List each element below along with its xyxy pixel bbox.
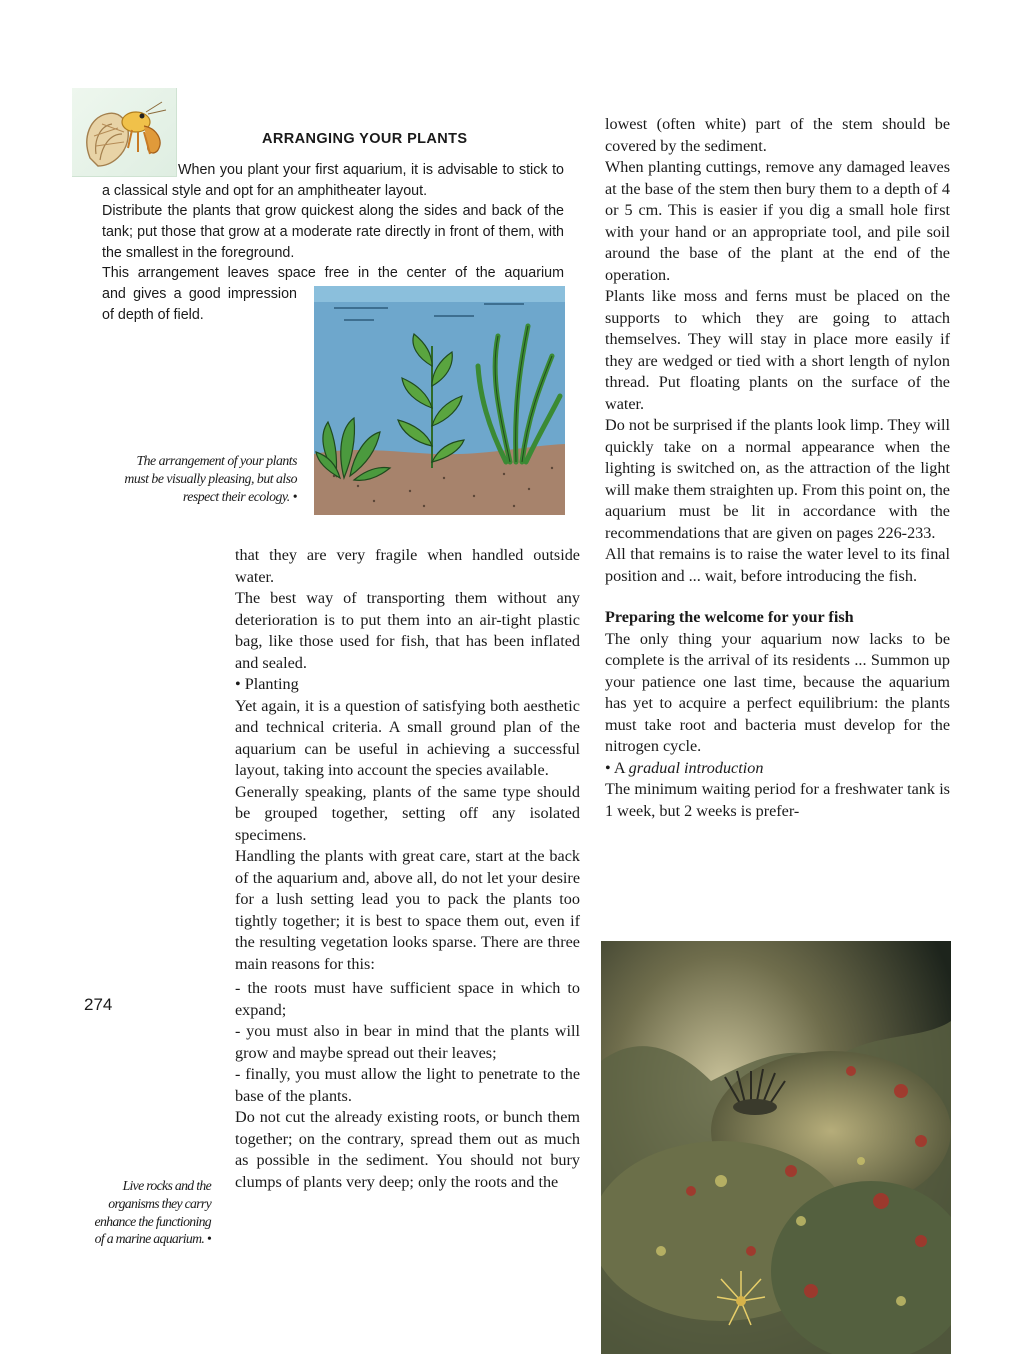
list-item: - finally, you must allow the light to penetrate to the base of the plants. xyxy=(235,1065,580,1105)
paragraph: that they are very fragile when handled outside water. xyxy=(235,546,580,586)
paragraph: The minimum waiting period for a freshwater tank is 1 week, but 2 weeks is prefer- xyxy=(605,780,950,820)
paragraph: Do not cut the already existing roots, or bunch them together; on the contrary, spread them out as much as possible in the sediment. You should not bury clumps of plants very deep; only the roots and the xyxy=(235,1108,580,1191)
paragraph: Generally speaking, plants of the same type should be grouped together, setting off any isolated specimens. xyxy=(235,782,580,844)
paragraph: All that remains is to raise the water level to its final position and ... wait, before introducing the fish. xyxy=(605,545,950,585)
subheading-planting: • Planting xyxy=(235,675,299,693)
section-title: ARRANGING YOUR PLANTS xyxy=(262,131,468,147)
paragraph: Plants like moss and ferns must be placed on the supports to which they are going to attach themselves. They will stay in place more easily if they are wedged or tied with a short length of nylon thread. Put floating plants on the surface of the water. xyxy=(605,287,950,413)
bullet-prefix: • A xyxy=(605,758,625,777)
list-item: - you must also in bear in mind that the plants will grow and maybe spread out their leaves; xyxy=(235,1022,580,1062)
figure-caption-plants: The arrangement of your plants must be visually pleasing, but also respect their ecology. • xyxy=(124,453,297,504)
aquarium-plants-illustration xyxy=(314,286,565,515)
paragraph: When planting cuttings, remove any damaged leaves at the base of the stem then bury them to a depth of 4 or 5 cm. This is easier if you dig a small hole first with your hand or an appropriate tool, and pile soil around the base of the plant at the end of the operation. xyxy=(605,158,950,284)
intro-paragraph-2: Distribute the plants that grow quickest along the sides and back of the tank; put those that grow at a moderate rate directly in front of them, with the smallest in the foreground. xyxy=(102,203,564,261)
bullet-italic: gradual introduction xyxy=(628,758,764,777)
paragraph: Handling the plants with great care, start at the back of the aquarium and, above all, do not let your desire for a lush setting lead you to pack the plants too tightly together; it is best to space them out, even if the resulting vegetation looks sparse. There are three main reasons for this: xyxy=(235,847,580,973)
paragraph: The best way of transporting them without any deterioration is to put them into an air-tight plastic bag, like those used for fish, that has been inflated and sealed. xyxy=(235,589,580,672)
middle-column xyxy=(235,545,580,1193)
paragraph: Yet again, it is a question of satisfying both aesthetic and technical criteria. A small ground plan of the aquarium can be useful in achieving a successful layout, taking into account the species available. xyxy=(235,696,580,779)
bullet-gradual-introduction xyxy=(605,758,950,780)
intro-paragraph-3: This arrangement leaves space free in the center of the aquarium xyxy=(102,265,564,281)
figure-caption-rocks: Live rocks and the organisms they carry enhance the functioning of a marine aquarium. • xyxy=(94,1178,211,1247)
paragraph: The only thing your aquarium now lacks to be complete is the arrival of its residents ... Summon up your patience one last time, because the aquarium has yet to acquire a perfect equilibrium: the plants must take root and bacteria must develop for the nitrogen cycle. xyxy=(605,629,950,755)
paragraph: lowest (often white) part of the stem should be covered by the sediment. xyxy=(605,115,950,155)
paragraph: Do not be surprised if the plants look limp. They will quickly take on a normal appearance when the lighting is switched on, as the attraction of the light will make them straighten up. From this point on, the aquarium must be lit in accordance with the recommendations that are given on pages 226-233. xyxy=(605,416,950,542)
subheading-welcome: Preparing the welcome for your fish xyxy=(605,608,854,626)
intro-paragraph-1: When you plant your first aquarium, it is advisable to stick to a classical style and opt for an amphitheater layout. xyxy=(102,162,564,199)
list-item: - the roots must have sufficient space in which to expand; xyxy=(235,979,580,1019)
page-number: 274 xyxy=(84,995,113,1014)
right-column xyxy=(605,114,950,822)
live-rock-photo xyxy=(601,941,951,1354)
intro-paragraph-4: and gives a good impression of depth of field. xyxy=(102,286,297,323)
